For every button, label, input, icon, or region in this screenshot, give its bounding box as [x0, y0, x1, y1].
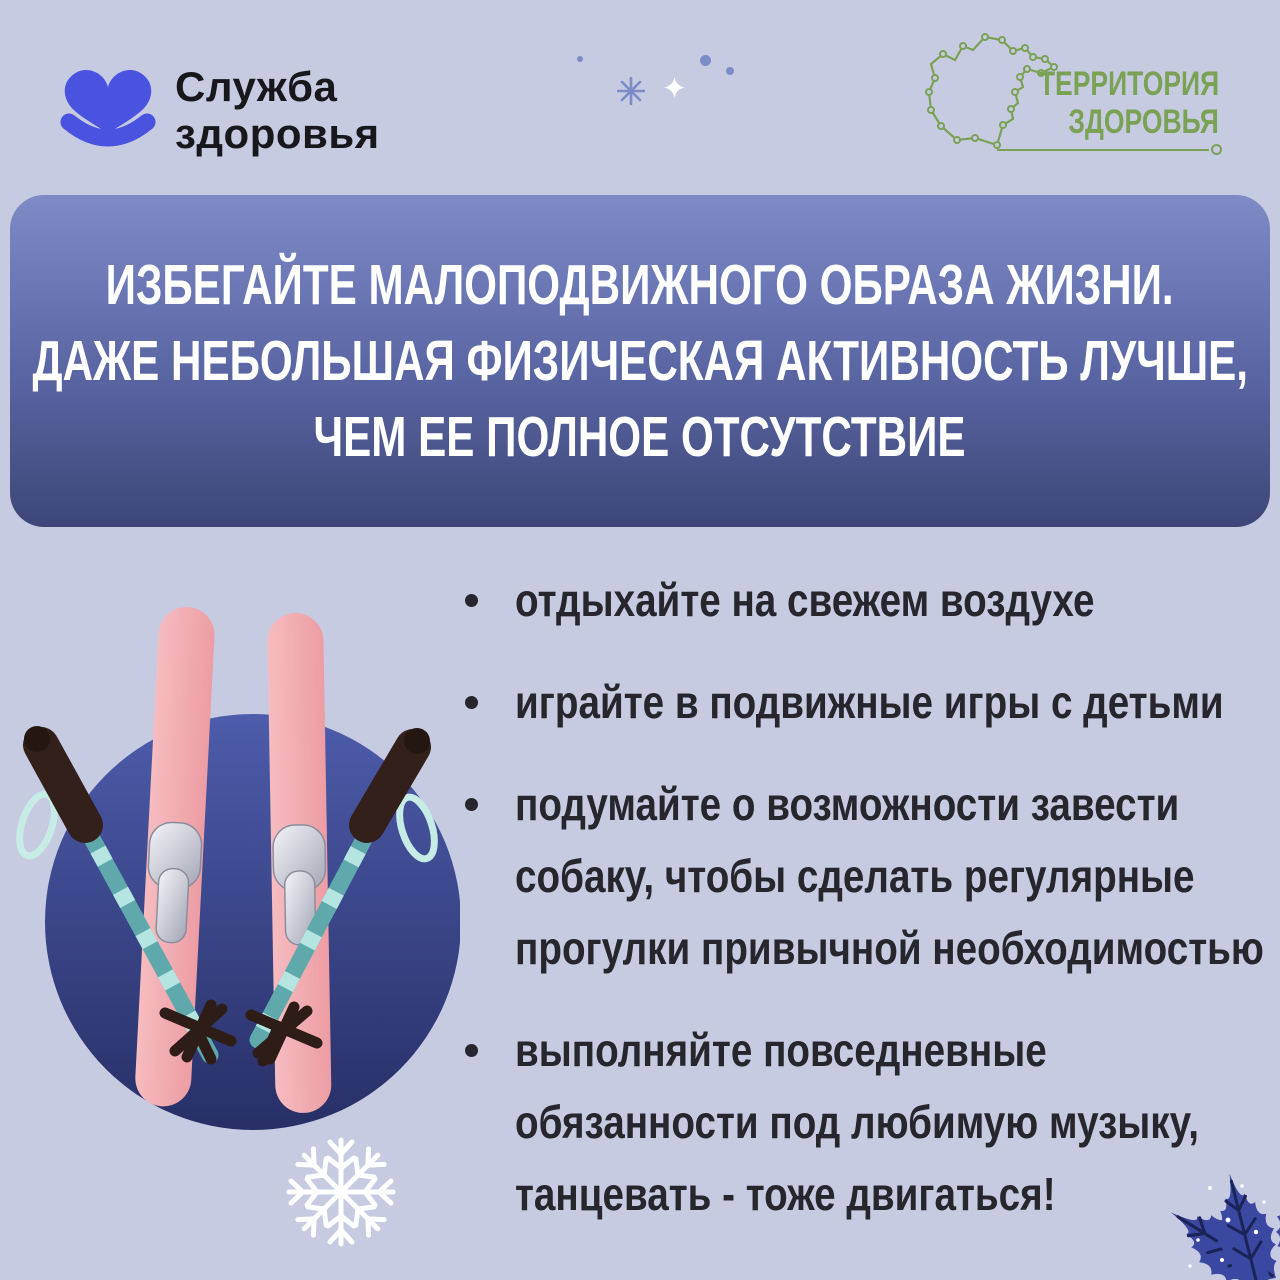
star-sparkle-icon [617, 77, 645, 105]
heart-smile-icon [55, 57, 161, 157]
logo-left-line1: Служба [175, 63, 338, 110]
tip-text: обязанности под любимую музыку, [515, 1096, 1199, 1148]
snowflake-icon [283, 1134, 399, 1250]
logo-right-end-dot [1211, 144, 1222, 155]
tip-text: играйте в подвижные игры с детьми [515, 676, 1224, 728]
sparkle-dot-icon [577, 56, 583, 62]
headline-line-3: ЧЕМ ЕЕ ПОЛНОЕ ОТСУТСТВИЕ [314, 405, 966, 469]
logo-right-line2: ЗДОРОВЬЯ [1068, 103, 1219, 141]
headline-line-1: ИЗБЕГАЙТЕ МАЛОПОДВИЖНОГО ОБРАЗА ЖИЗНИ. [105, 253, 1175, 317]
white-sparkle-icon [663, 76, 686, 99]
sparkle-dot-icon [700, 55, 711, 66]
tip-text: выполняйте повседневные [515, 1024, 1047, 1076]
tip-text: подумайте о возможности завести [515, 778, 1180, 830]
headline-banner [10, 195, 1270, 527]
headline-line-2: ДАЖЕ НЕБОЛЬШАЯ ФИЗИЧЕСКАЯ АКТИВНОСТЬ ЛУЧШЕ, [32, 329, 1248, 393]
bullet-dot-icon [465, 1044, 478, 1057]
tip-text: собаку, чтобы сделать регулярные [515, 850, 1195, 902]
logo-right-underline [997, 149, 1209, 151]
territory-of-health-logo [923, 33, 1223, 154]
bullet-dot-icon [465, 696, 478, 709]
headline-text [10, 195, 1270, 527]
health-service-logo [55, 57, 380, 157]
list-item [455, 666, 1280, 738]
tip-text: прогулки привычной необходимостью [515, 922, 1264, 974]
list-item [455, 564, 1280, 636]
bullet-dot-icon [465, 798, 478, 811]
frost-leaf-icon [1138, 1128, 1280, 1280]
tip-text: отдыхайте на свежем воздухе [515, 574, 1095, 626]
logo-right-line1: ТЕРРИТОРИЯ [1038, 65, 1219, 103]
sparkle-dot-icon [726, 67, 734, 75]
list-item [455, 768, 1280, 984]
skis-illustration [15, 585, 460, 1130]
logo-left-line2: здоровья [175, 110, 380, 157]
logo-left-text [175, 63, 380, 157]
logo-right-text [988, 65, 1219, 141]
tip-text: танцевать - тоже двигаться! [515, 1168, 1056, 1220]
bullet-dot-icon [465, 594, 478, 607]
